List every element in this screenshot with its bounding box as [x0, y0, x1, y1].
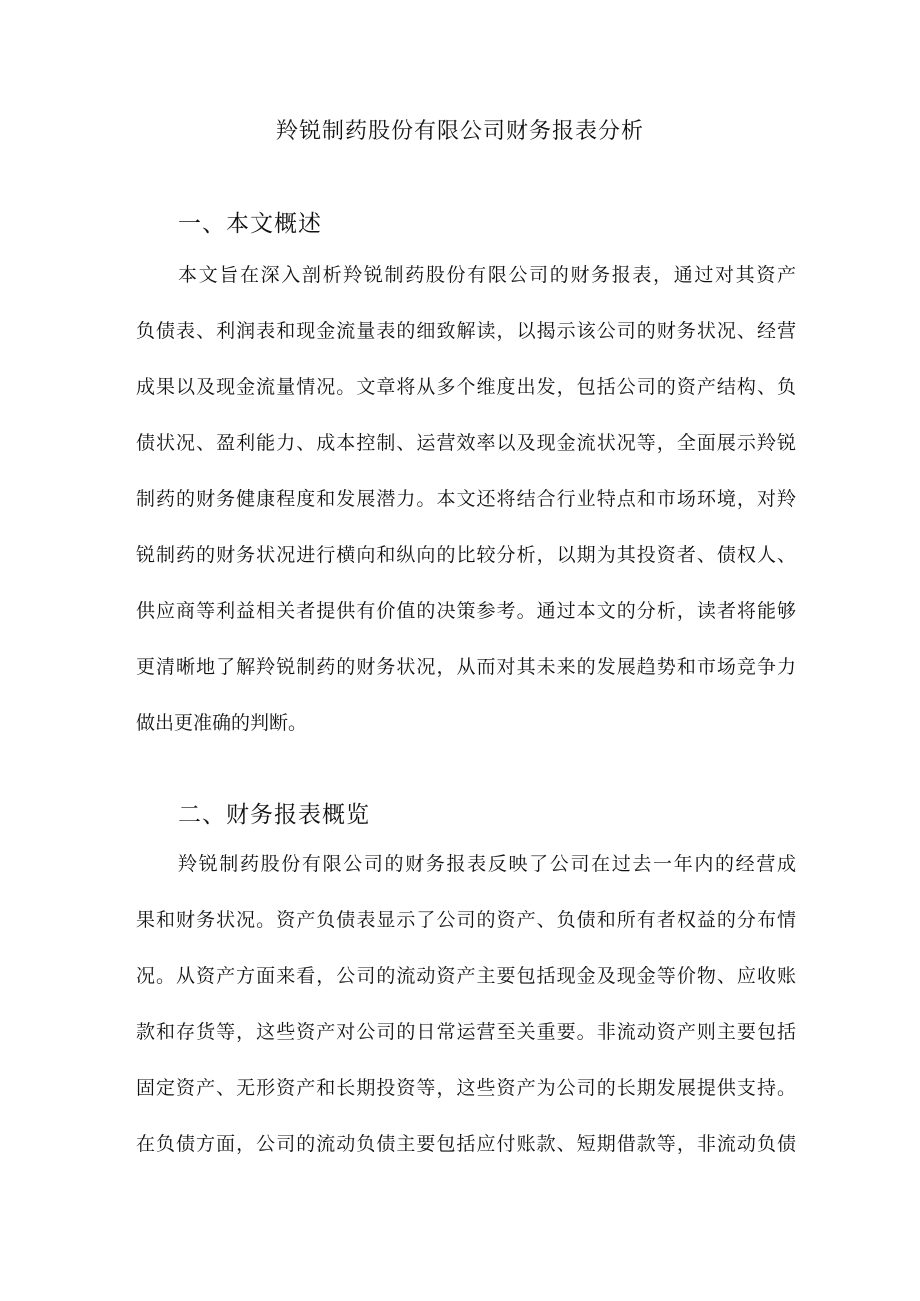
paragraph-line: 固定资产、无形资产和长期投资等，这些资产为公司的长期发展提供支持。 [136, 1077, 796, 1099]
paragraph-line: 负债表、利润表和现金流量表的细致解读，以揭示该公司的财务状况、经营 [136, 320, 796, 342]
paragraph-line: 做出更准确的判断。 [136, 712, 308, 734]
paragraph-line: 款和存货等，这些资产对公司的日常运营至关重要。非流动资产则主要包括 [136, 1021, 796, 1043]
paragraph-line: 成果以及现金流量情况。文章将从多个维度出发，包括公司的资产结构、负 [136, 376, 796, 398]
paragraph-line: 锐制药的财务状况进行横向和纵向的比较分析，以期为其投资者、债权人、 [136, 544, 796, 566]
paragraph-line: 本文旨在深入剖析羚锐制药股份有限公司的财务报表，通过对其资产 [178, 264, 796, 286]
paragraph-line: 况。从资产方面来看，公司的流动资产主要包括现金及现金等价物、应收账 [136, 965, 796, 987]
section-financial-statements-paragraph [136, 845, 796, 1181]
section-heading-overview: 一、本文概述 [178, 211, 322, 237]
paragraph-line: 制药的财务健康程度和发展潜力。本文还将结合行业特点和市场环境，对羚 [136, 488, 796, 510]
document-title: 羚锐制药股份有限公司财务报表分析 [275, 119, 644, 144]
paragraph-line: 在负债方面，公司的流动负债主要包括应付账款、短期借款等，非流动负债 [136, 1133, 796, 1155]
section-heading-financial-statements: 二、财务报表概览 [178, 802, 370, 828]
paragraph-line: 果和财务状况。资产负债表显示了公司的资产、负债和所有者权益的分布情 [136, 909, 796, 931]
paragraph-line: 债状况、盈利能力、成本控制、运营效率以及现金流状况等，全面展示羚锐 [136, 432, 796, 454]
paragraph-line: 更清晰地了解羚锐制药的财务状况，从而对其未来的发展趋势和市场竞争力 [136, 656, 796, 678]
section-overview-paragraph [136, 256, 796, 760]
paragraph-line: 供应商等利益相关者提供有价值的决策参考。通过本文的分析，读者将能够 [136, 600, 796, 622]
paragraph-line: 羚锐制药股份有限公司的财务报表反映了公司在过去一年内的经营成 [178, 853, 796, 875]
